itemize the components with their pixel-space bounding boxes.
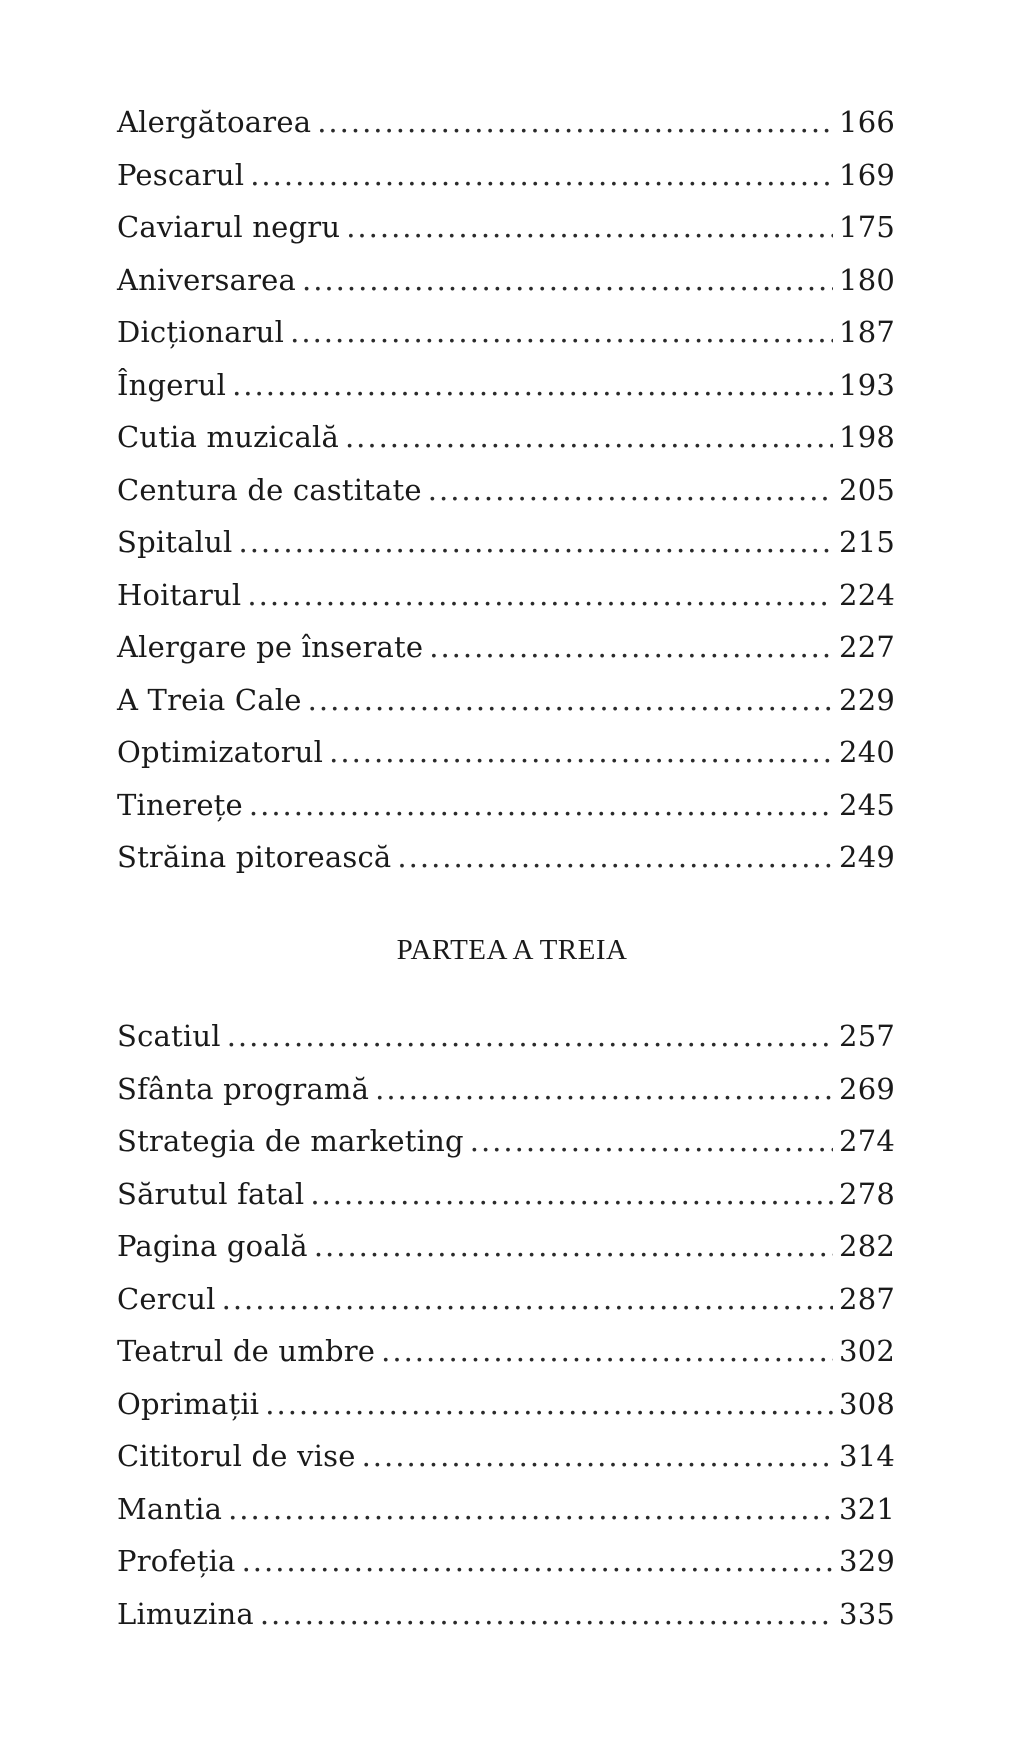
dot-leader (428, 464, 833, 517)
toc-entry-page: 302 (839, 1334, 895, 1368)
toc-entry (117, 1273, 895, 1326)
dot-leader (265, 1378, 833, 1431)
dot-leader (329, 726, 833, 779)
dot-leader (247, 569, 833, 622)
toc-entry (117, 516, 895, 569)
toc-entry-page: 308 (839, 1386, 895, 1421)
toc-entry (117, 1483, 895, 1536)
toc-entry-page: 314 (839, 1439, 895, 1473)
toc-entry (117, 779, 895, 832)
toc-entry-title: Pescarul (117, 157, 245, 192)
toc-entry-page: 187 (839, 315, 895, 349)
toc-entry-page: 278 (839, 1176, 895, 1211)
toc-entry-page: 329 (839, 1544, 895, 1578)
toc-entry-page: 180 (839, 262, 895, 297)
toc-entry-title: Cercul (117, 1281, 216, 1316)
toc-entry (117, 1588, 895, 1641)
toc-entry-title: Strategia de marketing (117, 1124, 464, 1158)
toc-entry (117, 254, 895, 307)
toc-entry (117, 411, 895, 464)
toc-entry (117, 674, 895, 727)
dot-leader (242, 1535, 833, 1588)
dot-leader (362, 1430, 833, 1483)
toc-entry (117, 1220, 895, 1273)
dot-leader (290, 306, 833, 359)
toc-entry-title: Cutia muzicală (117, 420, 339, 454)
toc-entry-title: Sfânta programă (117, 1071, 370, 1106)
toc-entry-page: 229 (839, 682, 895, 717)
toc-entry-title: Teatrul de umbre (117, 1334, 376, 1368)
dot-leader (317, 96, 833, 149)
toc-entry-page: 335 (839, 1596, 895, 1631)
toc-entry (117, 1535, 895, 1588)
dot-leader (308, 674, 833, 727)
toc-entry-title: Tinerețe (117, 787, 243, 822)
dot-leader (222, 1273, 833, 1326)
toc-entry (117, 831, 895, 884)
toc-entry (117, 1378, 895, 1431)
dot-leader (238, 516, 833, 569)
toc-entry-page: 169 (839, 157, 895, 192)
table-of-contents-part-two (117, 96, 895, 884)
toc-entry-title: Limuzina (117, 1596, 254, 1631)
toc-entry (117, 96, 895, 149)
toc-entry-page: 175 (839, 210, 895, 244)
toc-entry (117, 306, 895, 359)
toc-entry-title: Oprimații (117, 1386, 260, 1421)
toc-entry (117, 726, 895, 779)
toc-entry-page: 198 (839, 420, 895, 454)
toc-entry-page: 215 (839, 525, 895, 559)
dot-leader (345, 411, 833, 464)
dot-leader (302, 254, 833, 307)
toc-entry (117, 464, 895, 517)
dot-leader (260, 1588, 833, 1641)
toc-entry-page: 205 (839, 472, 895, 507)
dot-leader (232, 359, 833, 412)
toc-entry (117, 1115, 895, 1168)
toc-entry-page: 287 (839, 1281, 895, 1316)
toc-entry-page: 321 (839, 1491, 895, 1526)
toc-entry-title: Profeția (117, 1544, 236, 1578)
dot-leader (227, 1010, 833, 1063)
toc-entry-title: Caviarul negru (117, 210, 341, 244)
toc-entry-title: A Treia Cale (117, 682, 302, 717)
toc-entry-title: Îngerul (117, 367, 227, 402)
toc-entry-page: 269 (839, 1071, 895, 1106)
dot-leader (310, 1168, 833, 1221)
toc-entry (117, 149, 895, 202)
toc-entry-title: Dicționarul (117, 315, 285, 349)
dot-leader (397, 831, 833, 884)
dot-leader (429, 621, 833, 674)
toc-entry (117, 1010, 895, 1063)
toc-entry (117, 1168, 895, 1221)
toc-entry-title: Hoitarul (117, 577, 242, 612)
section-heading: PARTEA A TREIA (396, 934, 628, 966)
toc-entry-page: 249 (839, 840, 895, 874)
toc-entry-title: Sărutul fatal (117, 1176, 305, 1211)
toc-entry-page: 166 (839, 105, 895, 139)
toc-entry-title: Alergătoarea (117, 105, 312, 139)
toc-entry-title: Scatiul (117, 1019, 221, 1053)
toc-entry (117, 1063, 895, 1116)
dot-leader (381, 1325, 833, 1378)
toc-entry-page: 227 (839, 630, 895, 664)
toc-entry (117, 1325, 895, 1378)
toc-entry-title: Mantia (117, 1491, 223, 1526)
toc-entry-title: Alergare pe înserate (117, 630, 424, 664)
toc-entry-title: Străina pitorească (117, 840, 392, 874)
dot-leader (250, 149, 833, 202)
toc-entry (117, 201, 895, 254)
toc-entry-page: 245 (839, 787, 895, 822)
toc-entry-title: Centura de castitate (117, 472, 422, 507)
toc-entry (117, 1430, 895, 1483)
toc-entry-page: 274 (839, 1124, 895, 1158)
toc-entry-page: 240 (839, 735, 895, 769)
toc-entry-page: 224 (839, 577, 895, 612)
toc-entry (117, 359, 895, 412)
toc-entry-page: 282 (839, 1229, 895, 1263)
toc-entry-title: Spitalul (117, 525, 233, 559)
dot-leader (470, 1115, 833, 1168)
dot-leader (346, 201, 833, 254)
toc-entry-page: 193 (839, 367, 895, 402)
toc-entry (117, 621, 895, 674)
dot-leader (314, 1220, 833, 1273)
toc-entry-title: Pagina goală (117, 1229, 308, 1263)
toc-entry-page: 257 (839, 1019, 895, 1053)
toc-entry-title: Cititorul de vise (117, 1439, 356, 1473)
toc-entry (117, 569, 895, 622)
dot-leader (249, 779, 833, 832)
toc-entry-title: Aniversarea (117, 262, 296, 297)
dot-leader (228, 1483, 833, 1536)
table-of-contents-part-three (117, 1010, 895, 1640)
dot-leader (375, 1063, 833, 1116)
toc-entry-title: Optimizatorul (117, 735, 324, 769)
